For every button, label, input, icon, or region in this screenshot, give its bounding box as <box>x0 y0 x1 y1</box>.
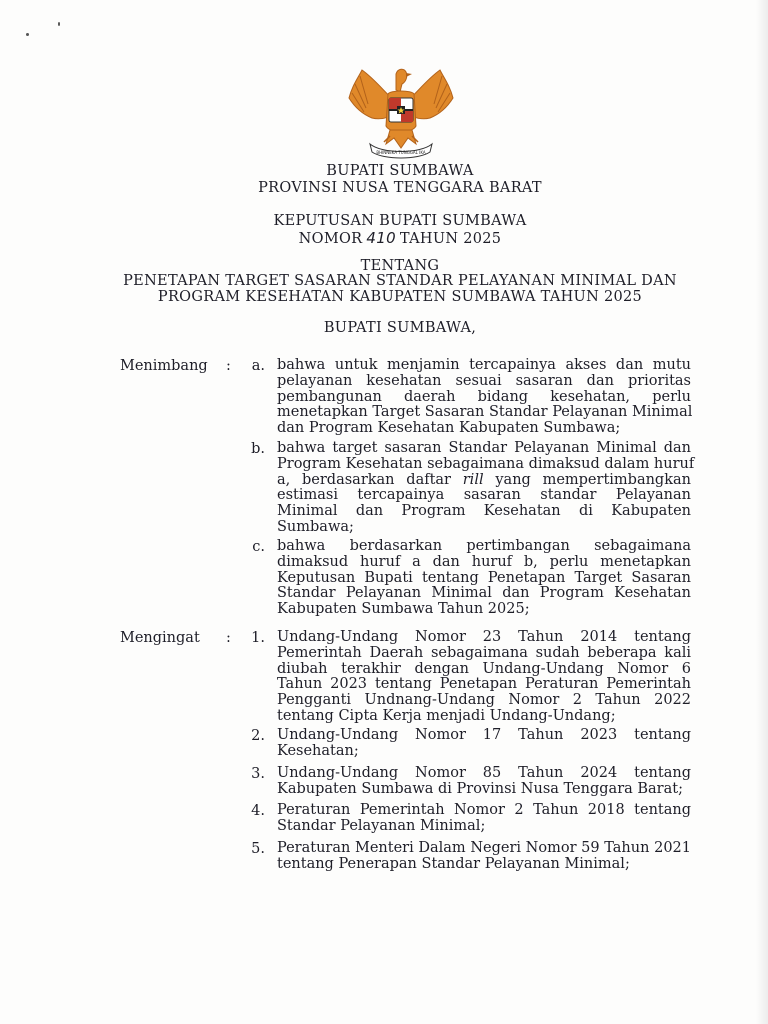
text-line: estimasi tercapainya sasaran standar Pelayanan <box>277 487 691 504</box>
text-line: Peraturan Menteri Dalam Negeri Nomor 59 Tahun 2021 <box>277 840 691 856</box>
text-line: Kabupaten Sumbawa Tahun 2025; <box>277 601 530 618</box>
tentang-heading: TENTANG <box>360 258 440 274</box>
text-line: Kesehatan; <box>277 742 359 759</box>
menimbang-item-a <box>277 358 691 437</box>
scan-speck <box>58 22 60 26</box>
text-line: Kabupaten Sumbawa di Provinsi Nusa Tenggara Barat; <box>277 780 683 797</box>
text-line: menetapkan Target Sasaran Standar Pelayanan Minimal <box>277 404 693 421</box>
text-line: pelayanan kesehatan sesuai sasaran dan prioritas <box>277 372 691 389</box>
menimbang-item-b <box>277 440 695 536</box>
mengingat-marker-4: 4. <box>251 803 265 819</box>
text-line: Tahun 2023 tentang Penetapan Peraturan Pemerintah <box>277 676 691 693</box>
menimbang-colon: : <box>226 358 231 374</box>
nomor-suffix: TAHUN 2025 <box>399 231 502 247</box>
mengingat-item-2 <box>277 728 691 760</box>
menimbang-label: Menimbang <box>120 358 208 374</box>
text-line: Standar Pelayanan Minimal; <box>277 817 486 834</box>
text-line: Pemerintah Daerah sebagaimana sudah beberapa kali <box>277 644 691 661</box>
menimbang-marker-c: c. <box>252 539 265 555</box>
text-line: Peraturan Pemerintah Nomor 2 Tahun 2018 tentang <box>277 802 691 818</box>
mengingat-item-5 <box>277 841 691 873</box>
text-line: pembangunan daerah bidang kesehatan, perlu <box>277 388 691 405</box>
text-line: tentang Cipta Kerja menjadi Undang-Undang; <box>277 707 616 724</box>
regent-title: BUPATI SUMBAWA <box>326 163 474 179</box>
nomor-prefix: NOMOR <box>298 231 363 247</box>
scan-speck <box>26 33 29 36</box>
mengingat-colon: : <box>226 630 231 646</box>
subject-line-1: PENETAPAN TARGET SASARAN STANDAR PELAYANAN MINIMAL DAN <box>123 273 677 289</box>
mengingat-marker-3: 3. <box>251 766 265 782</box>
text-line: Sumbawa; <box>277 518 354 535</box>
text-line: Minimal dan Program Kesehatan di Kabupaten <box>277 503 691 520</box>
decision-number <box>0 229 768 247</box>
text-line: Undang-Undang Nomor 85 Tahun 2024 tentang <box>277 765 691 781</box>
text-line: Program Kesehatan sebagaimana dimaksud dalam huruf <box>277 455 695 472</box>
text-line: tentang Penerapan Standar Pelayanan Minimal; <box>277 855 630 872</box>
emblem-motto: BHINNEKA TUNGGAL IKA <box>376 150 426 155</box>
nomor-handwritten-value: 410 <box>366 229 396 247</box>
mengingat-marker-1: 1. <box>251 630 265 646</box>
subject-line-2: PROGRAM KESEHATAN KABUPATEN SUMBAWA TAHUN 2025 <box>157 289 643 305</box>
text-line: Undang-Undang Nomor 17 Tahun 2023 tentang <box>277 727 691 743</box>
text-line: Pengganti Undnang-Undang Nomor 2 Tahun 2022 <box>277 692 691 709</box>
text-line: dan Program Kesehatan Kabupaten Sumbawa; <box>277 420 621 437</box>
province-title: PROVINSI NUSA TENGGARA BARAT <box>258 180 542 196</box>
garuda-emblem-icon <box>346 64 456 160</box>
text-line: Standar Pelayanan Minimal dan Program Kesehatan <box>277 585 691 602</box>
menimbang-item-c <box>277 539 691 618</box>
decision-title: KEPUTUSAN BUPATI SUMBAWA <box>273 213 527 229</box>
page-edge-shadow <box>756 0 768 1024</box>
text-line: bahwa berdasarkan pertimbangan sebagaimana <box>277 538 691 554</box>
mengingat-item-4 <box>277 803 691 835</box>
mengingat-item-3 <box>277 766 691 798</box>
text-line: Undang-Undang Nomor 23 Tahun 2014 tentang <box>277 629 691 645</box>
text-line: diubah terakhir dengan Undang-Undang Nomor 6 <box>277 660 691 677</box>
text-line: bahwa target sasaran Standar Pelayanan Minimal dan <box>277 440 691 456</box>
mengingat-marker-2: 2. <box>251 728 265 744</box>
mengingat-label: Mengingat <box>120 630 200 646</box>
text-line: dimaksud huruf a dan huruf b, perlu menetapkan <box>277 553 691 570</box>
mengingat-marker-5: 5. <box>251 841 265 857</box>
mengingat-item-1 <box>277 630 691 725</box>
menimbang-marker-b: b. <box>251 441 265 457</box>
menimbang-marker-a: a. <box>251 358 265 374</box>
text-line: a, berdasarkan daftar rill yang mempertimbangkan <box>277 471 691 488</box>
text-line: Keputusan Bupati tentang Penetapan Target Sasaran <box>277 569 691 586</box>
text-line: bahwa untuk menjamin tercapainya akses dan mutu <box>277 357 691 373</box>
italic-term: rill <box>462 471 484 488</box>
authority-heading: BUPATI SUMBAWA, <box>323 320 477 336</box>
